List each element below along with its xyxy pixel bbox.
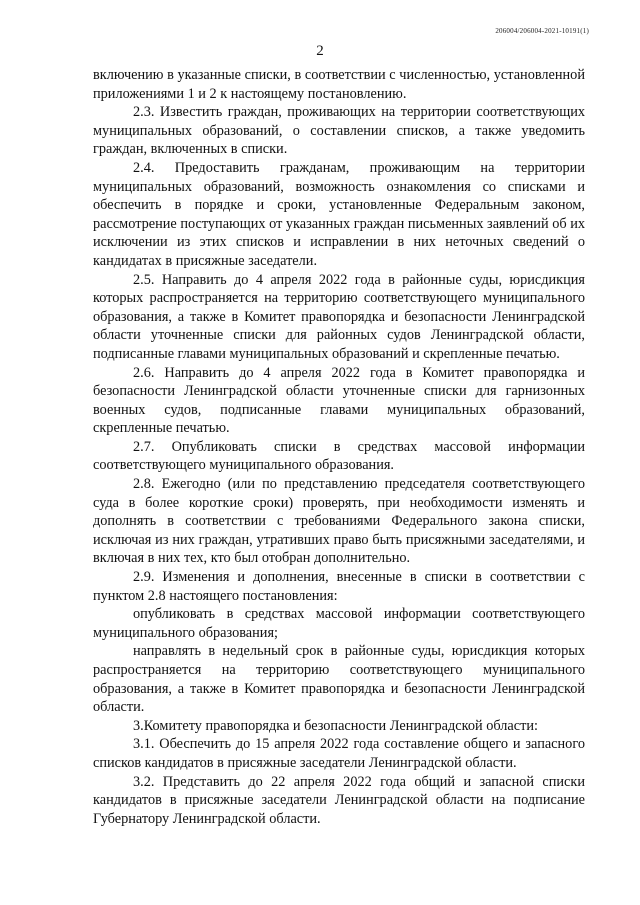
paragraph-2-5: 2.5. Направить до 4 апреля 2022 года в районные суды, юрисдикция которых распространяется на территорию соответствующего муниципального образования, а также в Комитет правопорядка и безопасности Ленинградской области уточненные списки для районных судов Ленинградской области, подписанные главами муниципальных образований и скрепленные печатью.	[93, 271, 585, 362]
paragraph-3-1: 3.1. Обеспечить до 15 апреля 2022 года составление общего и запасного списков кандидатов в присяжные заседатели Ленинградской области.	[93, 736, 585, 771]
paragraph-continuation: включению в указанные списки, в соответствии с численностью, установленной приложениями 1 и 2 к настоящему постановлению.	[93, 67, 585, 102]
document-registration-code: 206004/206004-2021-10191(1)	[495, 27, 589, 35]
paragraph-2-7: 2.7. Опубликовать списки в средствах массовой информации соответствующего муниципального образования.	[93, 438, 585, 474]
paragraph-2-9: 2.9. Изменения и дополнения, внесенные в списки в соответствии с пунктом 2.8 настоящего постановления:	[93, 569, 585, 604]
document-body	[93, 66, 585, 828]
paragraph-2-3: 2.3. Известить граждан, проживающих на территории соответствующих муниципальных образований, о составлении списков, а также уведомить граждан, включенных в списки.	[93, 104, 585, 158]
page-number: 2	[316, 43, 324, 59]
paragraph-3-2: 3.2. Представить до 22 апреля 2022 года общий и запасной списки кандидатов в присяжные заседатели Ленинградской области на подписание Губернатору Ленинградской области.	[93, 773, 585, 827]
paragraph-2-4: 2.4. Предоставить гражданам, проживающим на территории муниципальных образований, возможность ознакомления со списками и обеспечить в порядке и сроки, установленные Федеральным законом, рассмотрение поступающих от указанных граждан письменных заявлений об их исключении из этих списков и исправлении в них неточных сведений о кандидатах в присяжные заседатели.	[93, 159, 585, 269]
paragraph-2-9-send: направлять в недельный срок в районные суды, юрисдикция которых распространяется на территорию соответствующего муниципального образования, а также в Комитет правопорядка и безопасности Ленинградской области.	[93, 643, 585, 716]
paragraph-2-8: 2.8. Ежегодно (или по представлению председателя соответствующего суда в более короткие сроки) проверять, при необходимости изменять и дополнять в соответствии с требованиями Федерального закона списки, исключая из них граждан, утративших право быть присяжными заседателями, и включая в них тех, кто был отобран дополнительно.	[93, 476, 585, 567]
paragraph-3: 3.Комитету правопорядка и безопасности Ленинградской области:	[133, 717, 538, 734]
paragraph-2-9-publish: опубликовать в средствах массовой информации соответствующего муниципального образования;	[93, 606, 585, 641]
paragraph-2-6: 2.6. Направить до 4 апреля 2022 года в Комитет правопорядка и безопасности Ленинградской области уточненные списки для гарнизонных военных судов, подписанные главами муниципальных образований, скрепленные печатью.	[93, 364, 585, 437]
